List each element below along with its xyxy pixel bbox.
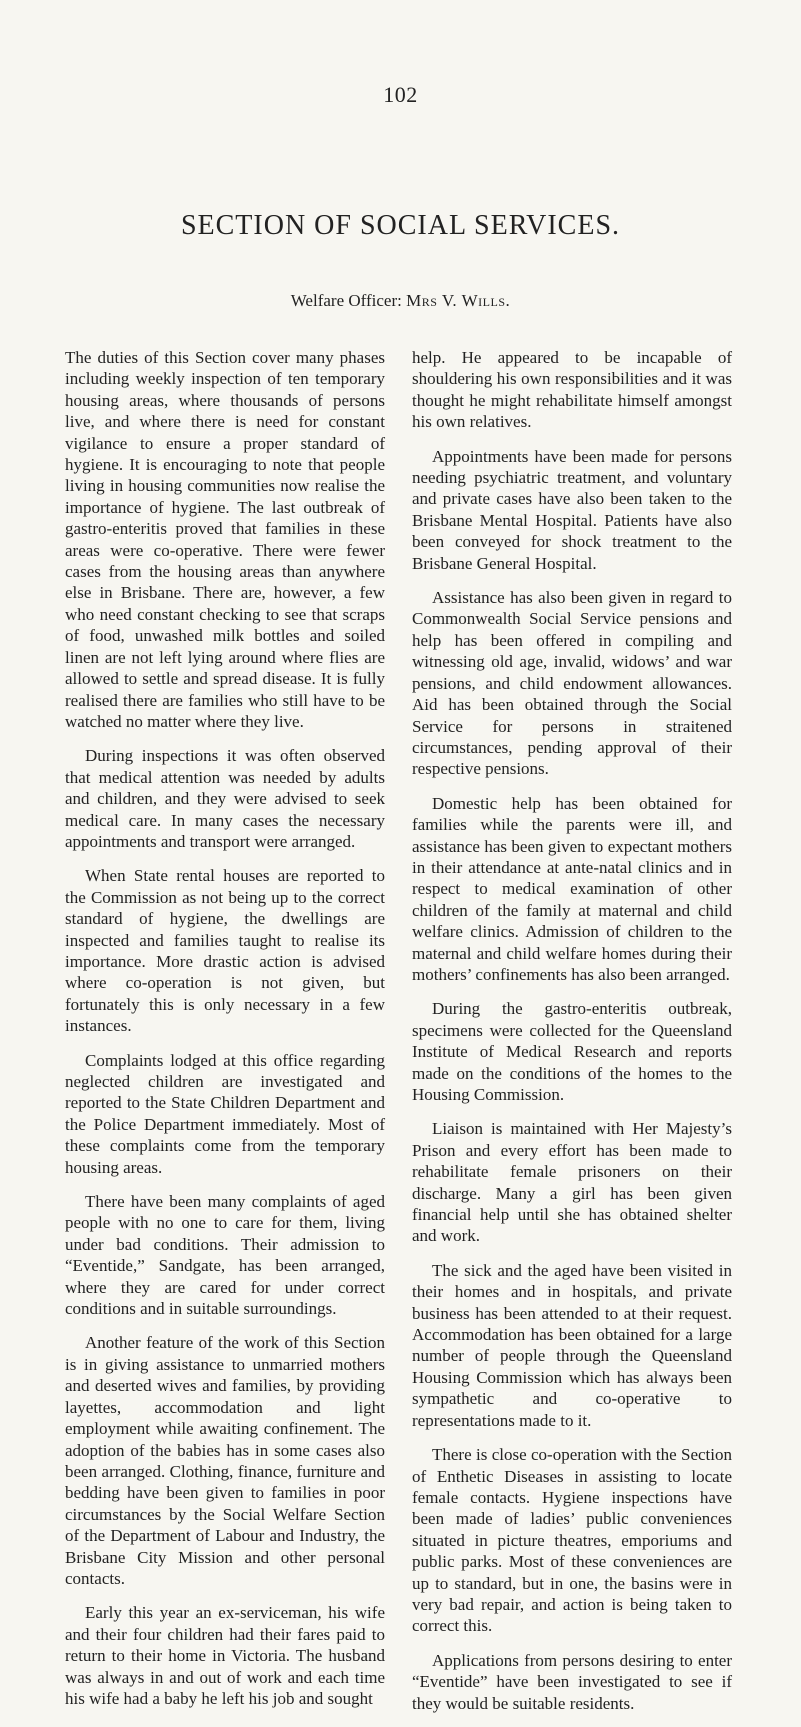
paragraph: Complaints lodged at this office regarding neglected children are investigated and reported to the State Children Department and the Police Department immediately. Most of these complaints come from the temporary housing areas. — [65, 1050, 385, 1177]
section-title: SECTION OF SOCIAL SERVICES. — [180, 210, 621, 241]
paragraph: Appointments have been made for persons needing psychiatric treatment, and voluntary and private cases have also been taken to the Brisbane Mental Hospital. Patients have also been conveyed for shock treatment to the Brisbane General Hospital. — [412, 446, 732, 573]
paragraph: Liaison is maintained with Her Majesty’s Prison and every effort has been made to rehabilitate female prisoners on their discharge. Many a girl has been given financial help until she has obtained shelter and work. — [412, 1119, 732, 1246]
welfare-officer-line — [0, 291, 801, 311]
welfare-officer-name: Mrs V. Wills. — [406, 291, 511, 310]
page-number: 102 — [383, 82, 418, 107]
paragraph: The duties of this Section cover many phases including weekly inspection of ten temporary housing areas, where thousands of persons live, and where there is need for constant vigilance to ensure a proper standard of hygiene. It is encouraging to note that people living in housing communities now realise the importance of hygiene. The last outbreak of gastro-enteritis proved that families in these areas were co-operative. There were fewer cases from the housing areas than anywhere else in Brisbane. There are, however, a few who need constant checking to see that scraps of food, unwashed milk bottles and soiled linen are not left lying around where flies are allowed to settle and spread disease. It is fully realised there are families who still have to be watched no matter where they live. — [65, 348, 385, 731]
paragraph: Another feature of the work of this Section is in giving assistance to unmarried mothers and deserted wives and families, by providing layettes, accommodation and light employment while awaiting confinement. The adoption of the babies has in some cases also been arranged. Clothing, finance, furniture and bedding have been given to families in poor circumstances by the Social Welfare Section of the Department of Labour and Industry, the Brisbane City Mission and other personal contacts. — [65, 1333, 385, 1588]
paragraph: When State rental houses are reported to the Commission as not being up to the correct standard of hygiene, the dwellings are inspected and families taught to realise its importance. More drastic action is advised where co-operation is not given, but fortunately this is only necessary in a few instances. — [65, 866, 385, 1036]
paragraph: There have been many complaints of aged people with no one to care for them, living under bad conditions. Their admission to “Eventide,” Sandgate, has been arranged, where they are cared for under correct conditions and in suitable surroundings. — [65, 1192, 385, 1319]
paragraph: The sick and the aged have been visited in their homes and in hospitals, and private business has been attended to at their request. Accommodation has been obtained for a large number of people through the Queensland Housing Commission which has always been sympathetic and co-operative to representations made to it. — [412, 1260, 732, 1430]
paragraph: Early this year an ex-serviceman, his wife and their four children had their fares paid to return to their home in Victoria. The husband was always in and out of work and each time his wife had a baby he left his job and sought — [65, 1603, 385, 1708]
left-column — [65, 347, 385, 1722]
paragraph: Assistance has also been given in regard to Commonwealth Social Service pensions and help has been offered in compiling and witnessing old age, invalid, widows’ and war pensions, and child endowment allowances. Aid has been obtained through the Social Service for persons in straitened circumstances, pending approval of their respective pensions. — [412, 588, 732, 779]
paragraph: During inspections it was often observed that medical attention was needed by adults and children, and they were advised to seek medical care. In many cases the necessary appointments and transport were arranged. — [65, 746, 385, 851]
right-column — [412, 347, 732, 1727]
paragraph: Applications from persons desiring to enter “Eventide” have been investigated to see if they would be suitable residents. — [412, 1650, 732, 1713]
paragraph: There is close co-operation with the Section of Enthetic Diseases in assisting to locate female contacts. Hygiene inspections have been made of ladies’ public conveniences situated in picture theatres, emporiums and public parks. Most of these conveniences are up to standard, but in one, the basins were in very bad repair, and action is being taken to correct this. — [412, 1445, 732, 1636]
paragraph-continuation: help. He appeared to be incapable of shouldering his own responsibilities and it was thought he might rehabilitate himself amongst his own relatives. — [412, 348, 732, 432]
welfare-officer-label: Welfare Officer: — [290, 291, 402, 310]
paragraph: During the gastro-enteritis outbreak, specimens were collected for the Queensland Institute of Medical Research and reports made on the conditions of the homes to the Housing Commission. — [412, 999, 732, 1104]
paragraph: Domestic help has been obtained for families while the parents were ill, and assistance has been given to expectant mothers in their attendance at ante-natal clinics and in respect to medical examination of other children of the family at maternal and child welfare clinics. Admission of children to the maternal and child welfare homes during their mothers’ confinements has also been arranged. — [412, 793, 732, 984]
